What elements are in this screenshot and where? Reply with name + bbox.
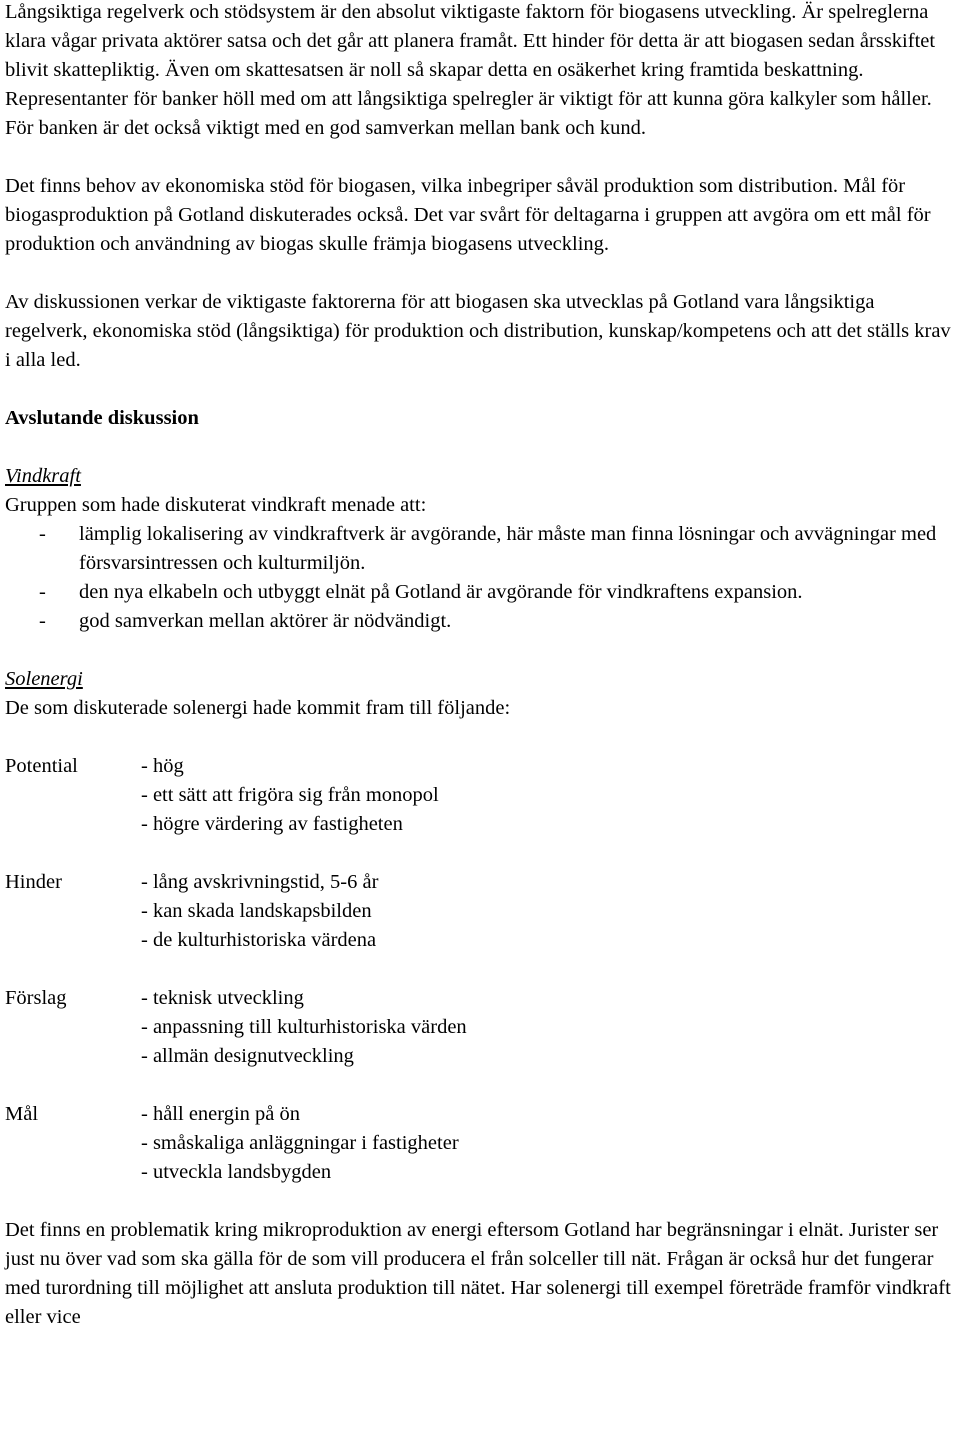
category-row-forslag: [5, 984, 957, 1071]
bullet-marker: -: [39, 581, 46, 603]
category-label: Hinder: [5, 871, 62, 893]
list-item: [5, 578, 957, 607]
category-label: Mål: [5, 1103, 39, 1125]
paragraph-regelverk: Långsiktiga regelverk och stödsystem är den absolut viktigaste faktorn för biogasens utveckling. Är spelreglerna klara vågar privata aktörer satsa och det går att planera framåt. Ett hinder för detta är att biogasen sedan årsskiftet blivit skattepliktig. Även om skattesatsen är noll så skapar detta en osäkerhet kring framtida beskattning. Representanter för banker höll med om att långsiktiga spelregler är viktigt för att kunna göra kalkyler som håller. För banken är det också viktigt med en god samverkan mellan bank och kund.: [5, 1, 936, 139]
category-item: - småskaliga anläggningar i fastigheter: [141, 1132, 459, 1154]
list-item: [5, 520, 957, 578]
category-item: - de kulturhistoriska värdena: [141, 929, 377, 951]
list-item-text: den nya elkabeln och utbyggt elnät på Gotland är avgörande för vindkraftens expansion.: [79, 581, 803, 603]
category-item: - högre värdering av fastigheten: [141, 813, 403, 835]
category-row-potential: [5, 752, 957, 839]
vindkraft-bullet-list: [5, 520, 957, 636]
list-item-text: lämplig lokalisering av vindkraftverk är avgörande, här måste man finna lösningar och avvägningar med försvarsintressen och kulturmiljön.: [79, 523, 937, 574]
category-item: - lång avskrivningstid, 5-6 år: [141, 871, 379, 893]
solenergi-intro: De som diskuterade solenergi hade kommit fram till följande:: [5, 697, 511, 719]
paragraph-ekonomiska-stod: Det finns behov av ekonomiska stöd för biogasen, vilka inbegriper såväl produktion som distribution. Mål för biogasproduktion på Gotland diskuterades också. Det var svårt för deltagarna i gruppen att avgöra om ett mål för produktion och användning av biogas skulle främja biogasens utveckling.: [5, 175, 931, 255]
category-row-mal: [5, 1100, 957, 1187]
category-label: Potential: [5, 755, 78, 777]
paragraph-mikroproduktion: Det finns en problematik kring mikroproduktion av energi eftersom Gotland har begränsningar i elnät. Jurister ser just nu över vad som ska gälla för de som vill producera el från solceller till nät. Frågan är också hur det fungerar med turordning till möjlighet att ansluta produktion till nätet. Har solenergi till exempel företräde framför vindkraft eller vice: [5, 1219, 951, 1328]
category-row-hinder: [5, 868, 957, 955]
category-item: - ett sätt att frigöra sig från monopol: [141, 784, 439, 806]
category-item: - kan skada landskapsbilden: [141, 900, 372, 922]
category-item: - anpassning till kulturhistoriska värden: [141, 1016, 467, 1038]
paragraph-viktigaste-faktorer: Av diskussionen verkar de viktigaste faktorerna för att biogasen ska utvecklas på Gotland vara långsiktiga regelverk, ekonomiska stöd (långsiktiga) för produktion och distribution, kunskap/kompetens och att det ställs krav i alla led.: [5, 291, 951, 371]
category-item: - teknisk utveckling: [141, 987, 304, 1009]
category-items: [141, 1100, 957, 1187]
category-label: Förslag: [5, 987, 67, 1009]
bullet-marker: -: [39, 523, 46, 545]
solenergi-title: Solenergi: [5, 668, 83, 690]
document-page: [5, 0, 957, 1332]
category-item: - håll energin på ön: [141, 1103, 301, 1125]
list-item: [5, 607, 957, 636]
vindkraft-title: Vindkraft: [5, 465, 81, 487]
section-heading: Avslutande diskussion: [5, 407, 199, 429]
category-item: - allmän designutveckling: [141, 1045, 354, 1067]
list-item-text: god samverkan mellan aktörer är nödvändigt.: [79, 610, 452, 632]
category-items: [141, 984, 957, 1071]
vindkraft-intro: Gruppen som hade diskuterat vindkraft menade att:: [5, 494, 427, 516]
category-item: - utveckla landsbygden: [141, 1161, 332, 1183]
category-item: - hög: [141, 755, 184, 777]
category-items: [141, 752, 957, 839]
bullet-marker: -: [39, 610, 46, 632]
category-items: [141, 868, 957, 955]
